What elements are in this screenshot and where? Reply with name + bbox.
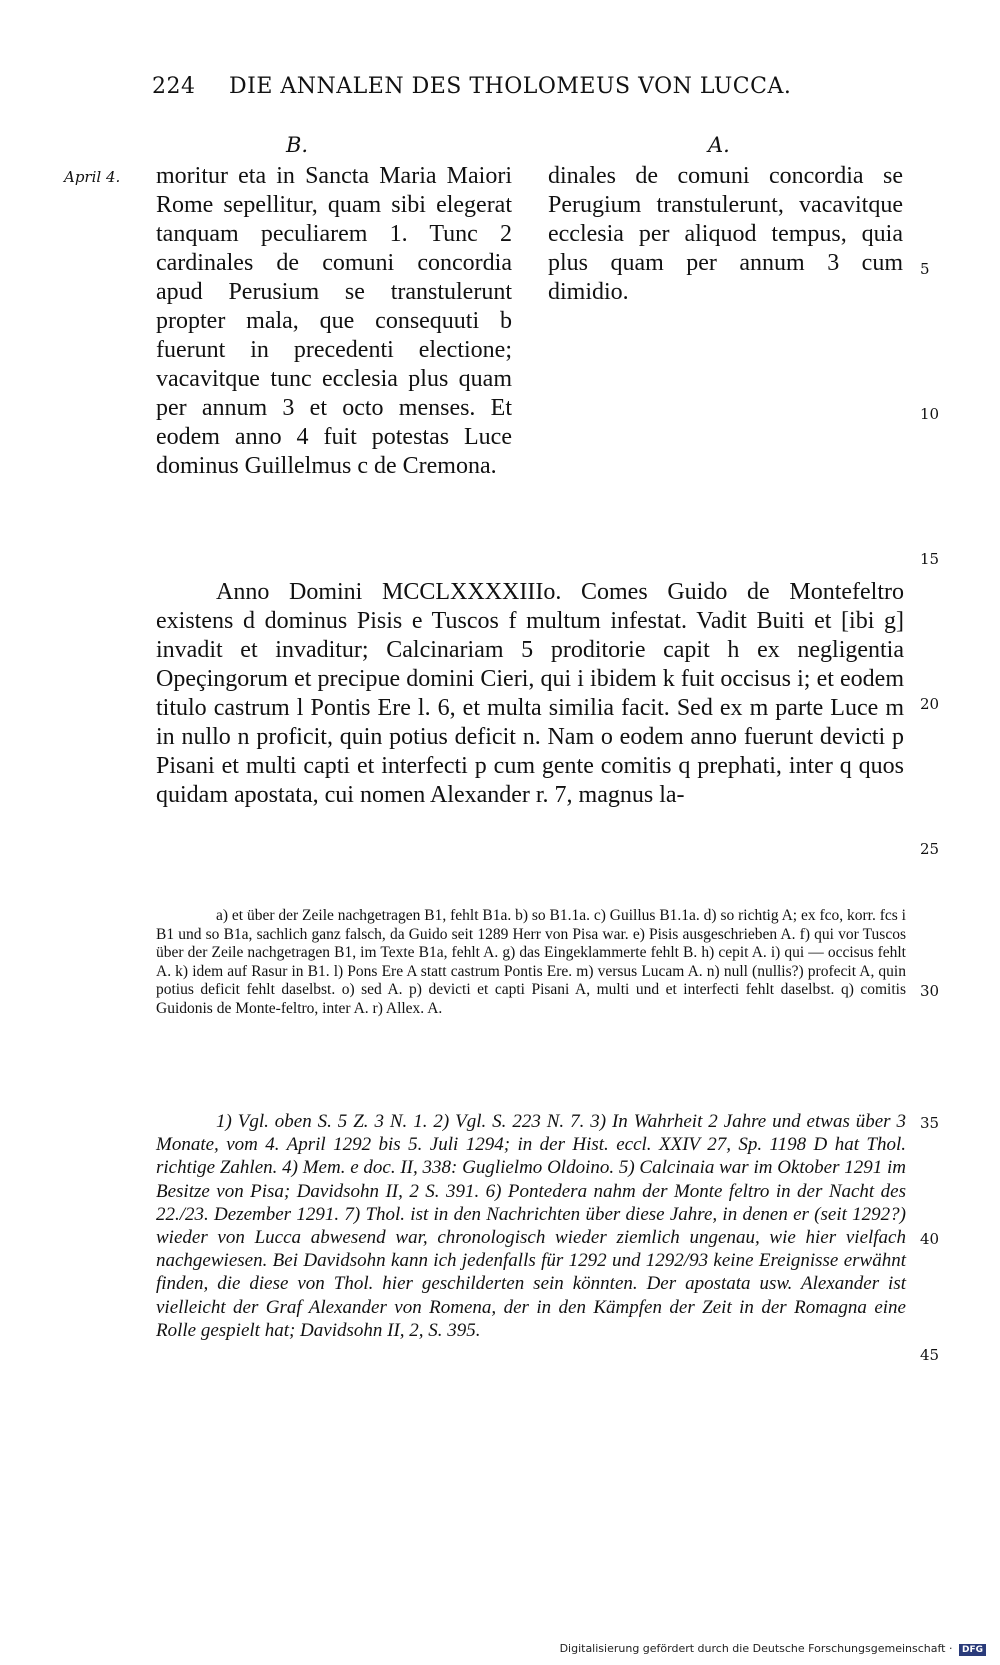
running-header [152, 74, 812, 99]
footer-text: Digitalisierung gefördert durch die Deutsche Forschungsgemeinschaft · [559, 1642, 953, 1655]
line-number: 20 [920, 695, 940, 713]
column-label-b: B. [286, 133, 309, 157]
column-a-text [548, 162, 903, 307]
line-number: 5 [920, 260, 930, 278]
commentary-notes [156, 1110, 906, 1342]
line-number: 35 [920, 1114, 940, 1132]
commentary-notes-text: 1) Vgl. oben S. 5 Z. 3 N. 1. 2) Vgl. S. 223 N. 7. 3) In Wahrheit 2 Jahre und etwas über 3 Monate, vom 4. April 1292 bis 5. Juli 1294; in der Hist. eccl. XXIV 27, Sp. 1198 D hat Thol. richtige Zahlen. 4) Mem. e doc. II, 338: Guglielmo Oldoino. 5) Calcinaia war im Oktober 1291 im Besitze von Pisa; Davidsohn II, 2 S. 391. 6) Pontedera nahm der Monte feltro in der Nacht des 22./23. Dezember 1291. 7) Thol. ist in den Nachrichten über diese Jahre, in denen er (seit 1292?) wieder von Lucca abwesend war, chronologisch wieder ziemlich ungenau, wie hier vielfach nachgewiesen. Bei Davidsohn kann ich jedenfalls für 1292 und 1292/93 keine Ereignisse erwähnt finden, die diese von Thol. hier geschilderten sein könnten. Der apostata usw. Alexander ist vielleicht der Graf Alexander von Romena, der in den Kämpfen der Zeit in der Romagna eine Rolle gespielt hat; Davidsohn II, 2, S. 395. [156, 1111, 906, 1341]
main-paragraph: Anno Domini MCCLXXXXIIIo. Comes Guido de Montefeltro existens d dominus Pisis e Tuscos f multum infestat. Vadit Buiti et [ibi g] invadit et invaditur; Calcinariam 5 proditorie capit h ex negligentia Opeçingorum et precipue domini Cieri, qui i ibidem k fuit occisus i; et eodem titulo castrum l Pontis Ere l. 6, et multa similia facit. Sed ex m parte Luce m in nullo n proficit, quin potius deficit n. Nam o eodem anno fuerunt devicti p Pisani et multi capti et interfecti p cum gente comitis q prephati, inter q quos quidam apostata, cui nomen Alexander r. 7, magnus la- [156, 579, 904, 808]
variant-notes-text: a) et über der Zeile nachgetragen B1, fehlt B1a. b) so B1.1a. c) Guillus B1.1a. d) so richtig A; ex fco, korr. fcs i B1 und so B1a, sachlich ganz falsch, da Guido seit 1289 Herr von Pisa war. e) Pisis ausgeschrieben A. f) qui vor Tuscos über der Zeile nachgetragen B1, im Texte B1a, fehlt A. g) das Eingeklammerte fehlt B. h) cepit A. i) qui — occisus fehlt A. k) idem auf Rasur in B1. l) Pons Ere A statt castrum Pontis Ere. m) versus Lucam A. n) null (nullis?) profecit A, quin potius deficit fehlt daselbst. o) sed A. p) devicti et capti Pisani A, multi und et interfecti fehlt daselbst. q) comitis Guidonis de Monte-feltro, inter A. r) Allex. A. [156, 907, 906, 1017]
column-a-paragraph: dinales de comuni concordia se Perugium transtulerunt, vacavitque ecclesia per aliquod tempus, quia plus quam per annum 3 cum dimidio. [548, 163, 903, 305]
variant-notes [156, 907, 906, 1018]
line-number: 15 [920, 550, 940, 568]
column-b-text [156, 162, 512, 481]
line-number: 40 [920, 1230, 940, 1248]
line-number: 30 [920, 982, 940, 1000]
page-number: 224 [152, 74, 196, 99]
line-number: 10 [920, 405, 940, 423]
column-label-a: A. [708, 133, 730, 157]
main-text [156, 578, 904, 810]
column-b-paragraph: moritur eta in Sancta Maria Maiori Rome sepellitur, quam sibi elegerat tanquam peculiarem 1. Tunc 2 cardinales de comuni concordia apud Perusium se transtulerunt propter mala, que consequuti b fuerunt in precedenti electione; vacavitque tunc ecclesia plus quam per annum 3 et octo menses. Et eodem anno 4 fuit potestas Luce dominus Guillelmus c de Cremona. [156, 163, 512, 479]
margin-date: April 4. [64, 168, 121, 186]
running-title: DIE ANNALEN DES THOLOMEUS VON LUCCA. [229, 74, 792, 99]
line-number: 45 [920, 1346, 940, 1364]
dfg-logo: DFG [959, 1644, 986, 1656]
digitization-footer [560, 1642, 986, 1656]
line-number: 25 [920, 840, 940, 858]
